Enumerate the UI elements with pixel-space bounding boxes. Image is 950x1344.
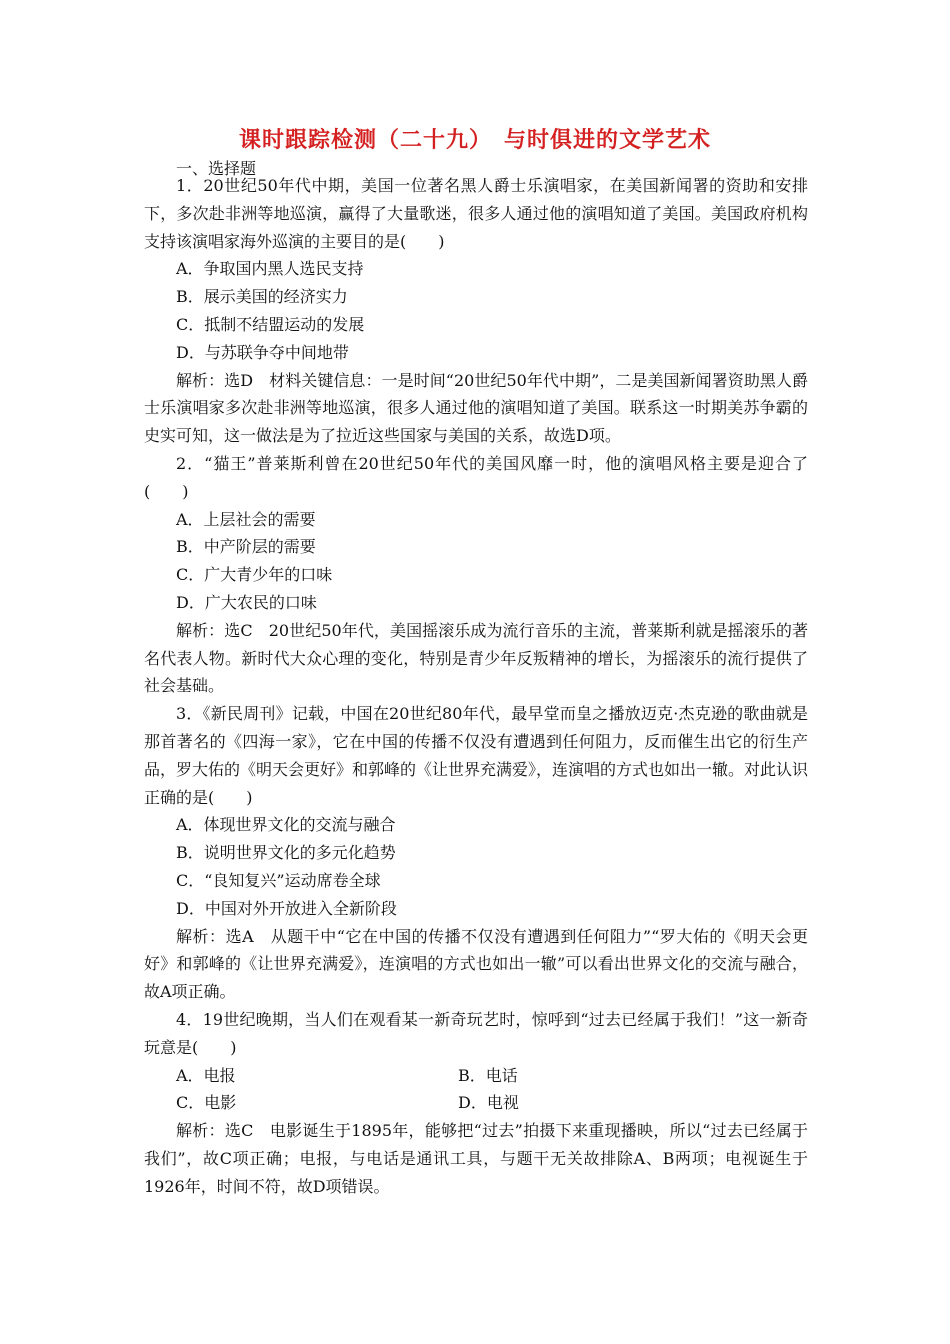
question-4-option-d: D．电视: [458, 1093, 519, 1113]
question-4-analysis: 解析：选C 电影诞生于1895年，能够把“过去”拍摄下来重现播映，所以“过去已经属于我们”，故C项正确；电报，与电话是通讯工具，与题干无关故排除A、B两项；电视诞生于1926年，时间不符，故D项错误。: [144, 1121, 808, 1196]
question-2-stem: 2．“猫王”普莱斯利曾在20世纪50年代的美国风靡一时，他的演唱风格主要是迎合了( ): [144, 453, 808, 501]
question-4-stem: 4．19世纪晚期，当人们在观看某一新奇玩艺时，惊呼到“过去已经属于我们！”这一新奇玩意是( ): [144, 1009, 808, 1057]
question-2-option-b: B．中产阶层的需要: [176, 537, 316, 557]
question-1-option-d: D．与苏联争夺中间地带: [176, 342, 349, 362]
question-3-option-c: C．“良知复兴”运动席卷全球: [176, 870, 381, 890]
question-4-options-row-2: [144, 1089, 808, 1117]
question-4-options-row-1: [144, 1062, 808, 1090]
question-4-option-b: B．电话: [458, 1065, 518, 1085]
question-3-option-d: D．中国对外开放进入全新阶段: [176, 898, 397, 918]
question-3-option-a: A．体现世界文化的交流与融合: [176, 815, 396, 835]
question-1-option-b: B．展示美国的经济实力: [176, 287, 348, 307]
question-4-option-a: A．电报: [176, 1065, 236, 1085]
document-title: 课时跟踪检测（二十九） 与时俱进的文学艺术: [238, 127, 711, 153]
question-3-analysis: 解析：选A 从题干中“它在中国的传播不仅没有遭遇到任何阻力”“罗大佑的《明天会更好》和郭峰的《让世界充满爱》，连演唱的方式也如出一辙”可以看出世界文化的交流与融合，故A项正确。: [144, 926, 808, 1002]
question-list: [144, 172, 808, 1200]
question-3-stem: 3．《新民周刊》记载，中国在20世纪80年代，最早堂而皇之播放迈克·杰克逊的歌曲就是那首著名的《四海一家》，它在中国的传播不仅没有遭遇到任何阻力，反而催生出它的衍生产品，罗大佑的《明天会更好》和郭峰的《让世界充满爱》，连演唱的方式也如出一辙。对此认识正确的是( ): [144, 704, 809, 807]
question-3-option-b: B．说明世界文化的多元化趋势: [176, 843, 396, 863]
question-1-stem: 1．20世纪50年代中期，美国一位著名黑人爵士乐演唱家，在美国新闻署的资助和安排下，多次赴非洲等地巡演，赢得了大量歌迷，很多人通过他的演唱知道了美国。美国政府机构支持该演唱家海外巡演的主要目的是( ): [144, 176, 808, 251]
question-2-analysis: 解析：选C 20世纪50年代，美国摇滚乐成为流行音乐的主流，普莱斯利就是摇滚乐的著名代表人物。新时代大众心理的变化，特别是青少年反叛精神的增长，为摇滚乐的流行提供了社会基础。: [144, 620, 808, 696]
question-2-option-d: D．广大农民的口味: [176, 592, 317, 612]
question-1-option-c: C．抵制不结盟运动的发展: [176, 314, 365, 334]
question-1-analysis: 解析：选D 材料关键信息：一是时间“20世纪50年代中期”，二是美国新闻署资助黑人爵士乐演唱家多次赴非洲等地巡演，很多人通过他的演唱知道了美国。联系这一时期美苏争霸的史实可知，这一做法是为了拉近这些国家与美国的关系，故选D项。: [144, 370, 808, 446]
question-1-option-a: A．争取国内黑人选民支持: [176, 259, 364, 279]
question-4-option-c: C．电影: [176, 1093, 237, 1113]
question-2-option-a: A．上层社会的需要: [176, 509, 316, 529]
question-2-option-c: C．广大青少年的口味: [176, 565, 333, 585]
section-heading: 一、选择题: [176, 159, 257, 178]
